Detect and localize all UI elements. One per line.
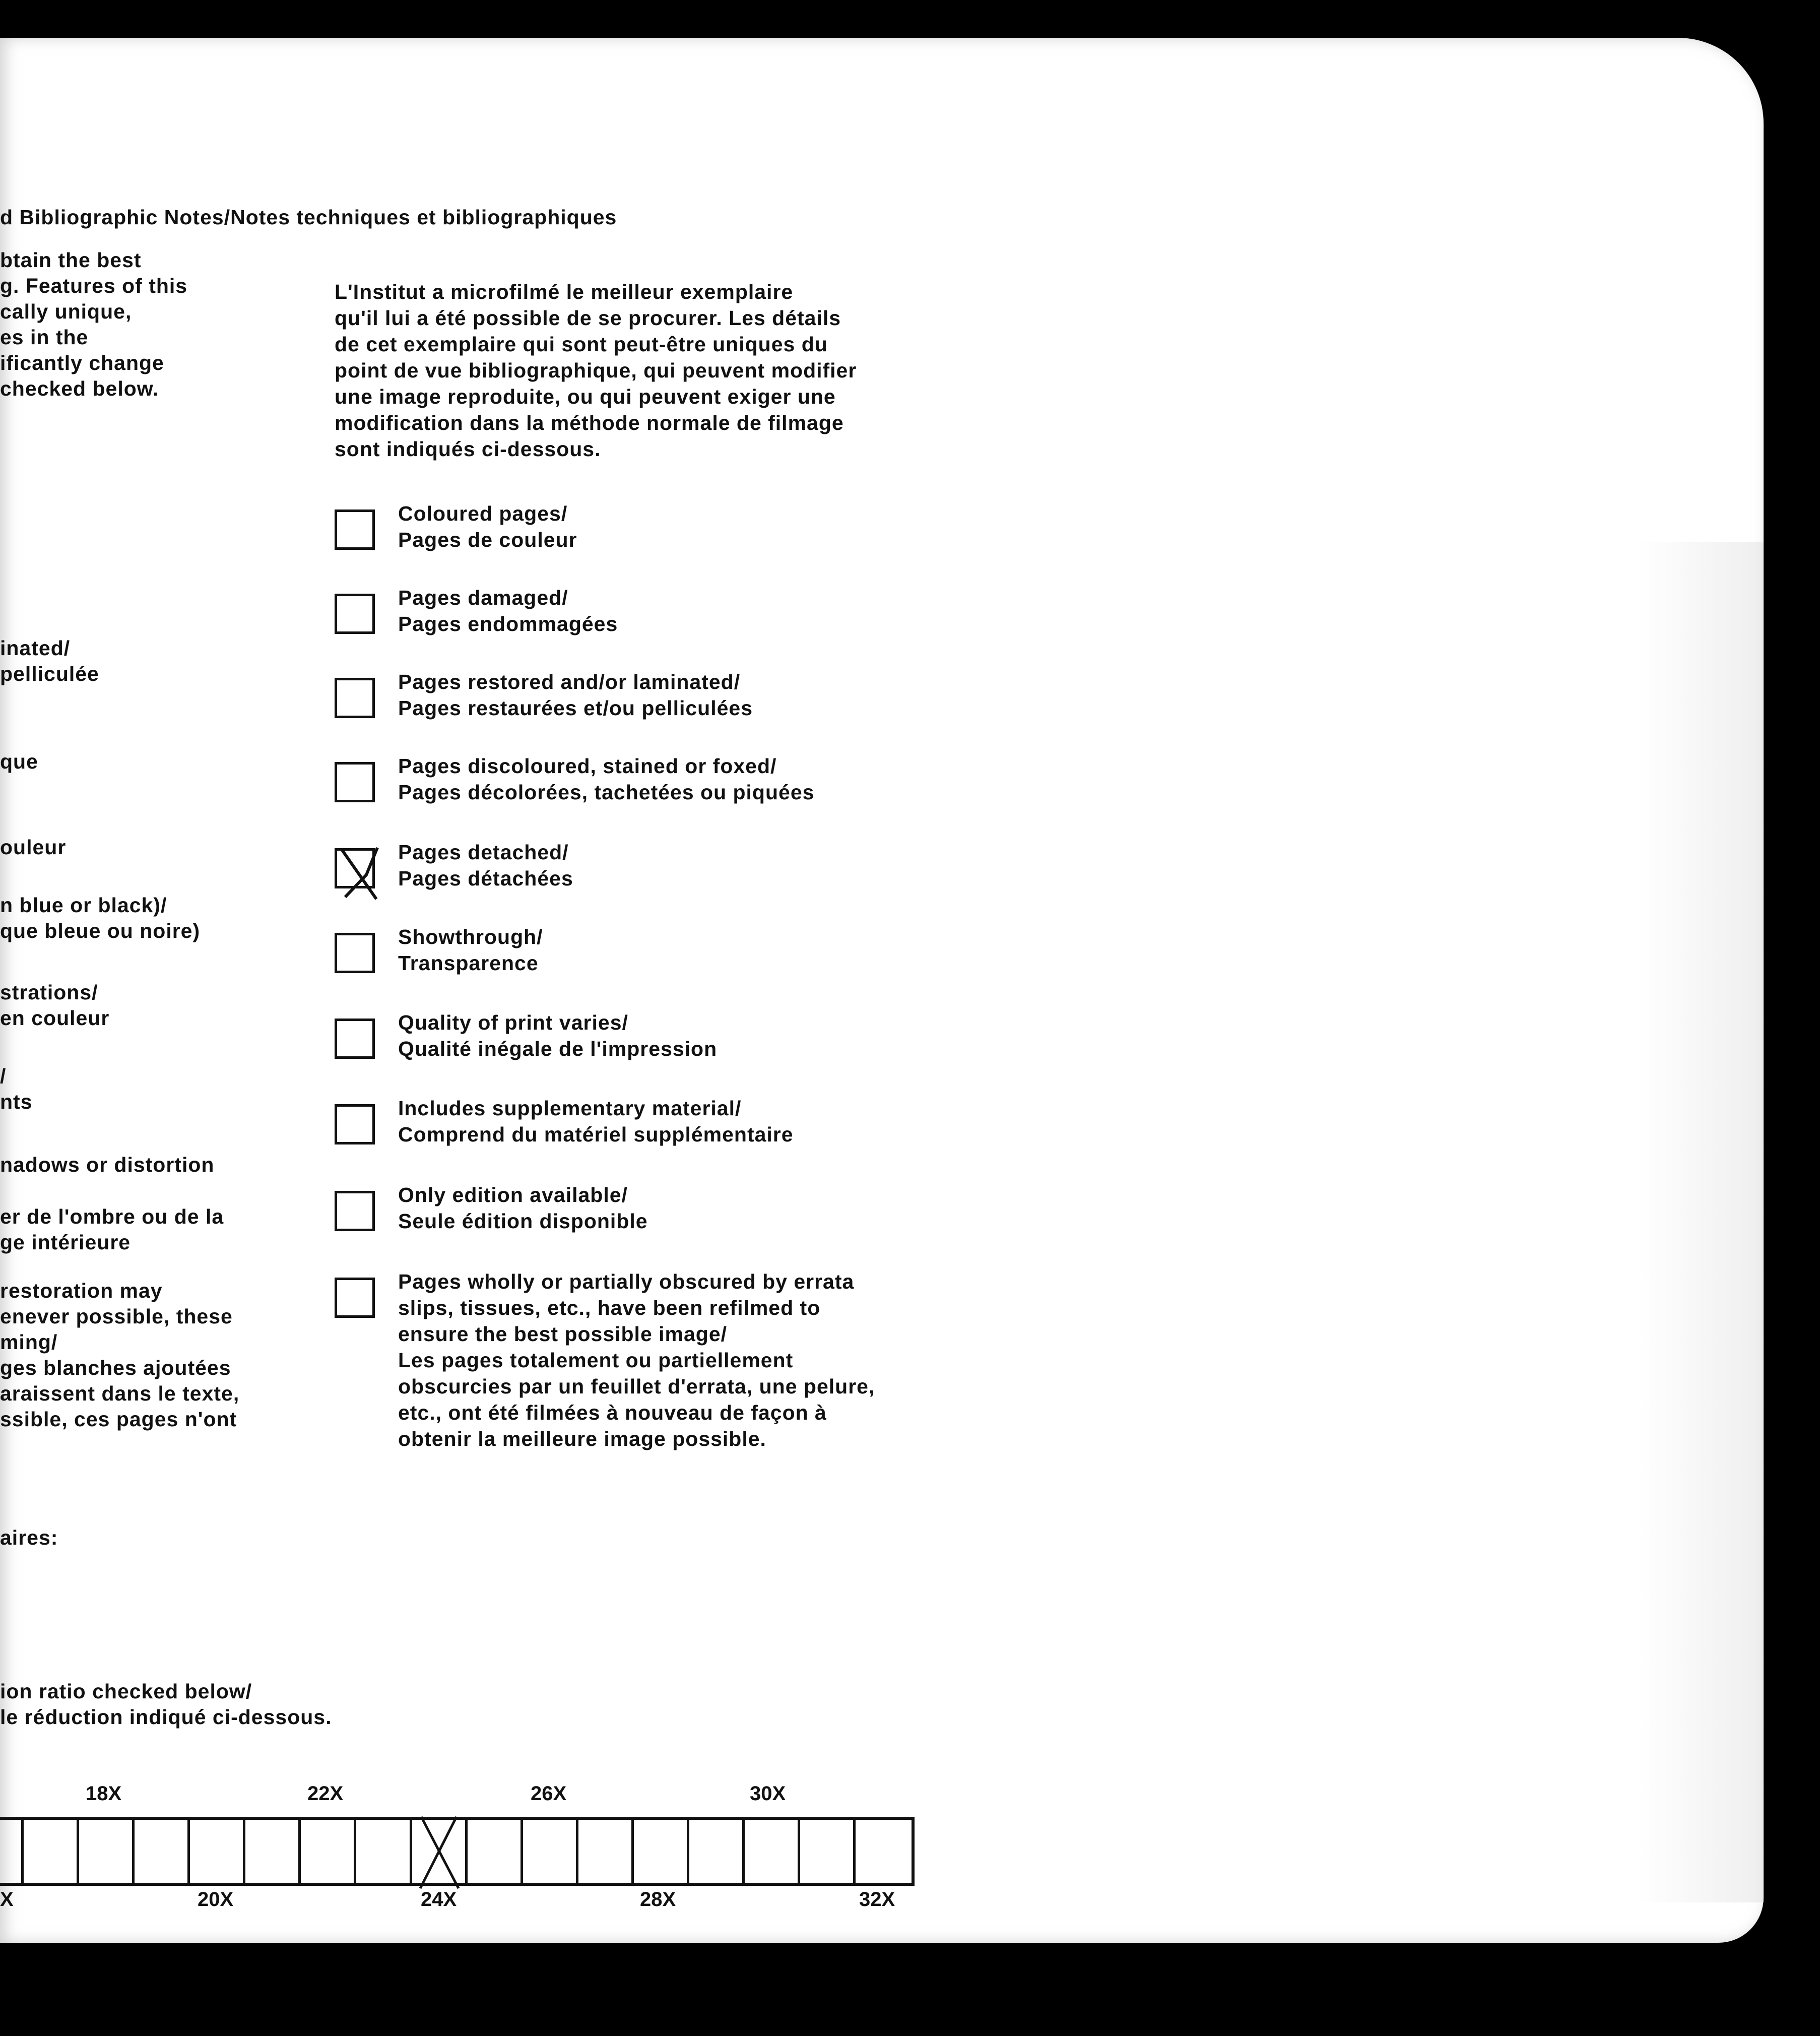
ratio-cell[interactable] <box>24 1820 79 1883</box>
checklist-item-label: Pages détachées <box>398 867 573 890</box>
ratio-cell[interactable] <box>468 1820 523 1883</box>
checklist-item-label: Pages restored and/or laminated/ <box>398 670 741 693</box>
checkbox[interactable] <box>335 1019 375 1059</box>
checklist-item-label: Comprend du matériel supplémentaire <box>398 1123 794 1146</box>
checkbox[interactable] <box>335 1278 375 1318</box>
ratio-label-18x: 18X <box>86 1783 122 1805</box>
ratio-cell[interactable] <box>190 1820 245 1883</box>
checklist-item-label: Pages discoloured, stained or foxed/ <box>398 754 777 778</box>
left-fragment-line: ge intérieure <box>0 1231 131 1254</box>
intro-paragraph <box>335 279 939 462</box>
ratio-cell[interactable] <box>301 1820 356 1883</box>
left-fragment-line: strations/ <box>0 981 98 1004</box>
ratio-label-20x: 20X <box>198 1888 234 1911</box>
checklist-item-label: Quality of print varies/ <box>398 1011 628 1034</box>
left-fragment-line: que <box>0 750 38 773</box>
checklist-item-label: Les pages totalement ou partiellement <box>398 1349 794 1372</box>
page-title: d Bibliographic Notes/Notes techniques et bibliographiques <box>0 206 617 229</box>
left-fragment-line: ming/ <box>0 1330 58 1354</box>
ratio-cell[interactable] <box>800 1820 856 1883</box>
checklist-item-label: Pages damaged/ <box>398 586 568 609</box>
left-fragment-line: nadows or distortion <box>0 1153 215 1176</box>
checklist-item-label: obtenir la meilleure image possible. <box>398 1427 766 1450</box>
checklist-item-label: Pages restaurées et/ou pelliculées <box>398 696 753 720</box>
checklist-item-label: Coloured pages/ <box>398 502 568 525</box>
checklist-item-label: Showthrough/ <box>398 925 543 948</box>
ratio-label-32x: 32X <box>859 1888 895 1911</box>
checkbox[interactable] <box>335 678 375 718</box>
checklist-item-label: Seule édition disponible <box>398 1210 648 1233</box>
checkbox[interactable] <box>335 1191 375 1231</box>
checkbox[interactable] <box>335 594 375 634</box>
ratio-cell[interactable] <box>135 1820 190 1883</box>
left-fragment-line: checked below. <box>0 377 159 400</box>
checklist-item-label: Pages de couleur <box>398 528 577 551</box>
left-fragment-line: ssible, ces pages n'ont <box>0 1408 237 1431</box>
left-fragment-line: btain the best <box>0 248 142 272</box>
checklist-item-label: Includes supplementary material/ <box>398 1097 742 1120</box>
checklist-item-label: etc., ont été filmées à nouveau de façon à <box>398 1401 827 1424</box>
ratio-label-x: X <box>0 1888 14 1911</box>
left-fragment-line: / <box>0 1064 7 1088</box>
left-fragment-line: le réduction indiqué ci-dessous. <box>0 1705 332 1729</box>
intro-paragraph-line: point de vue bibliographique, qui peuvent modifier <box>335 359 857 382</box>
left-fragment-line: ion ratio checked below/ <box>0 1680 252 1703</box>
ratio-label-26x: 26X <box>531 1783 567 1805</box>
left-fragment-line: aires: <box>0 1526 58 1549</box>
checklist-item-label: ensure the best possible image/ <box>398 1322 728 1346</box>
left-fragment-line: restoration may <box>0 1279 163 1302</box>
checklist-item-label: Pages décolorées, tachetées ou piquées <box>398 781 815 804</box>
left-fragment-line: inated/ <box>0 637 71 660</box>
left-fragment-line: enever possible, these <box>0 1305 233 1328</box>
checklist-item-label: Pages detached/ <box>398 841 569 864</box>
left-fragment-line: que bleue ou noire) <box>0 919 201 942</box>
left-fragment-line: ouleur <box>0 836 67 859</box>
checklist-item-label: slips, tissues, etc., have been refilmed to <box>398 1296 821 1319</box>
left-fragment-line: es in the <box>0 326 89 349</box>
ratio-cell[interactable] <box>634 1820 689 1883</box>
left-fragment-line: nts <box>0 1090 33 1113</box>
checklist-item-label: Transparence <box>398 951 539 975</box>
ratio-cell[interactable] <box>578 1820 634 1883</box>
left-fragment-line: g. Features of this <box>0 274 188 297</box>
checkbox[interactable] <box>335 762 375 802</box>
ratio-label-30x: 30X <box>750 1783 786 1805</box>
intro-paragraph-line: de cet exemplaire qui sont peut-être uniques du <box>335 333 828 356</box>
left-fragment-line: ges blanches ajoutées <box>0 1356 231 1379</box>
checkbox[interactable] <box>335 510 375 550</box>
left-fragment-line: ificantly change <box>0 351 164 374</box>
ratio-cell[interactable] <box>689 1820 745 1883</box>
left-fragment-line: en couleur <box>0 1006 110 1030</box>
left-fragment-line: cally unique, <box>0 300 132 323</box>
checkbox[interactable] <box>335 848 375 888</box>
reduction-ratio-scale <box>0 1817 915 1886</box>
ratio-label-28x: 28X <box>640 1888 676 1911</box>
ratio-cell[interactable] <box>245 1820 301 1883</box>
ratio-cell[interactable] <box>412 1820 468 1883</box>
left-fragment-line: araissent dans le texte, <box>0 1382 240 1405</box>
ratio-cell[interactable] <box>79 1820 135 1883</box>
left-fragment-line: pelliculée <box>0 662 99 685</box>
checklist-item-label: Qualité inégale de l'impression <box>398 1037 718 1060</box>
ratio-cell[interactable] <box>523 1820 578 1883</box>
checklist-item-label: Only edition available/ <box>398 1183 628 1206</box>
ratio-label-22x: 22X <box>307 1783 344 1805</box>
left-fragment-line: er de l'ombre ou de la <box>0 1205 224 1228</box>
checkbox[interactable] <box>335 1104 375 1144</box>
ratio-cell[interactable] <box>0 1820 24 1883</box>
scanned-page <box>0 38 1764 1943</box>
intro-paragraph-line: qu'il lui a été possible de se procurer. Les détails <box>335 306 841 330</box>
intro-paragraph-line: modification dans la méthode normale de filmage <box>335 411 844 434</box>
ratio-cell[interactable] <box>356 1820 412 1883</box>
ratio-cell[interactable] <box>745 1820 800 1883</box>
ratio-label-24x: 24X <box>421 1888 457 1911</box>
intro-paragraph-line: sont indiqués ci-dessous. <box>335 437 601 461</box>
left-fragment-line: n blue or black)/ <box>0 894 167 917</box>
checklist-item-label: Pages endommagées <box>398 612 618 635</box>
checklist-item-label: obscurcies par un feuillet d'errata, une pelure, <box>398 1375 875 1398</box>
intro-paragraph-line: une image reproduite, ou qui peuvent exiger une <box>335 385 836 408</box>
intro-paragraph-line: L'Institut a microfilmé le meilleur exemplaire <box>335 280 794 303</box>
checkbox[interactable] <box>335 933 375 973</box>
checklist-item-label: Pages wholly or partially obscured by errata <box>398 1270 855 1293</box>
